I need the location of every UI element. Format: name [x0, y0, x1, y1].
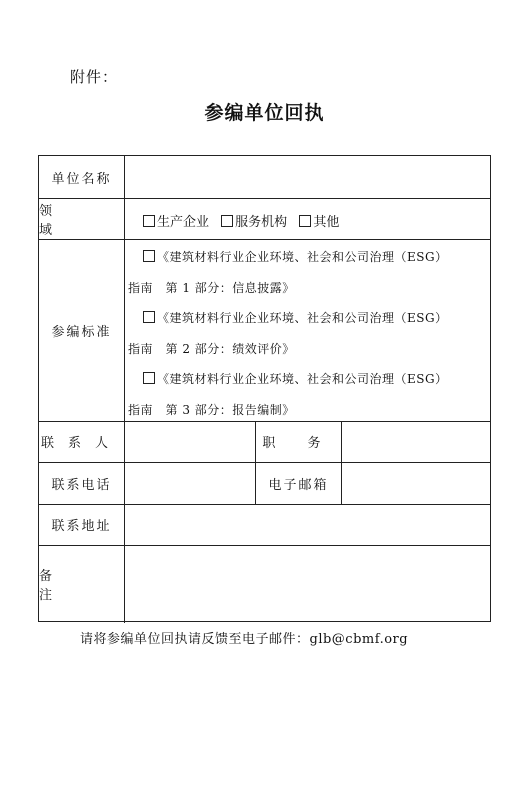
field-label — [39, 198, 124, 239]
phone-label: 联系电话 — [51, 477, 112, 493]
checkbox-icon[interactable] — [143, 215, 155, 227]
contact-label — [39, 421, 124, 462]
option-service[interactable]: 服务机构 — [221, 215, 287, 230]
footer-note: 请将参编单位回执请反馈至电子邮件：glb@cbmf.org — [80, 632, 409, 647]
position-label — [256, 421, 341, 462]
unit-name-field[interactable] — [125, 156, 490, 198]
checkbox-icon[interactable] — [143, 250, 155, 262]
remark-label — [39, 545, 124, 622]
standard-3-line1[interactable]: 《建筑材料行业企业环境、社会和公司治理（ESG） — [143, 370, 448, 387]
checkbox-icon[interactable] — [299, 215, 311, 227]
checkbox-icon[interactable] — [221, 215, 233, 227]
position-field[interactable] — [342, 422, 490, 462]
remark-field[interactable] — [125, 546, 490, 622]
standards-label: 参编标准 — [51, 324, 112, 340]
option-production[interactable]: 生产企业 — [143, 215, 209, 230]
address-field[interactable] — [125, 505, 490, 545]
contact-label-text: 联系人 — [40, 436, 122, 451]
email-field[interactable] — [342, 463, 490, 504]
standard-1-line2: 指南 第 1 部分：信息披露》 — [128, 281, 295, 295]
standard-1-line1[interactable]: 《建筑材料行业企业环境、社会和公司治理（ESG） — [143, 248, 448, 265]
standard-2-line1[interactable]: 《建筑材料行业企业环境、社会和公司治理（ESG） — [143, 309, 448, 326]
attachment-label: 附件： — [70, 68, 119, 86]
standard-3-line2: 指南 第 3 部分：报告编制》 — [128, 403, 295, 417]
contact-field[interactable] — [125, 422, 255, 462]
reply-form-table — [38, 155, 491, 622]
position-label-text: 职 务 — [262, 436, 335, 451]
option-other[interactable]: 其他 — [299, 215, 339, 230]
field-label-text: 领 域 — [39, 203, 87, 238]
checkbox-icon[interactable] — [143, 372, 155, 384]
field-options — [143, 211, 339, 230]
unit-name-label: 单位名称 — [51, 171, 112, 187]
page-title: 参编单位回执 — [204, 102, 325, 124]
checkbox-icon[interactable] — [143, 311, 155, 323]
remark-label-text: 备 注 — [39, 568, 87, 603]
email-label: 电子邮箱 — [268, 477, 329, 493]
standard-2-line2: 指南 第 2 部分：绩效评价》 — [128, 342, 295, 356]
phone-field[interactable] — [125, 463, 255, 504]
address-label: 联系地址 — [51, 519, 112, 534]
